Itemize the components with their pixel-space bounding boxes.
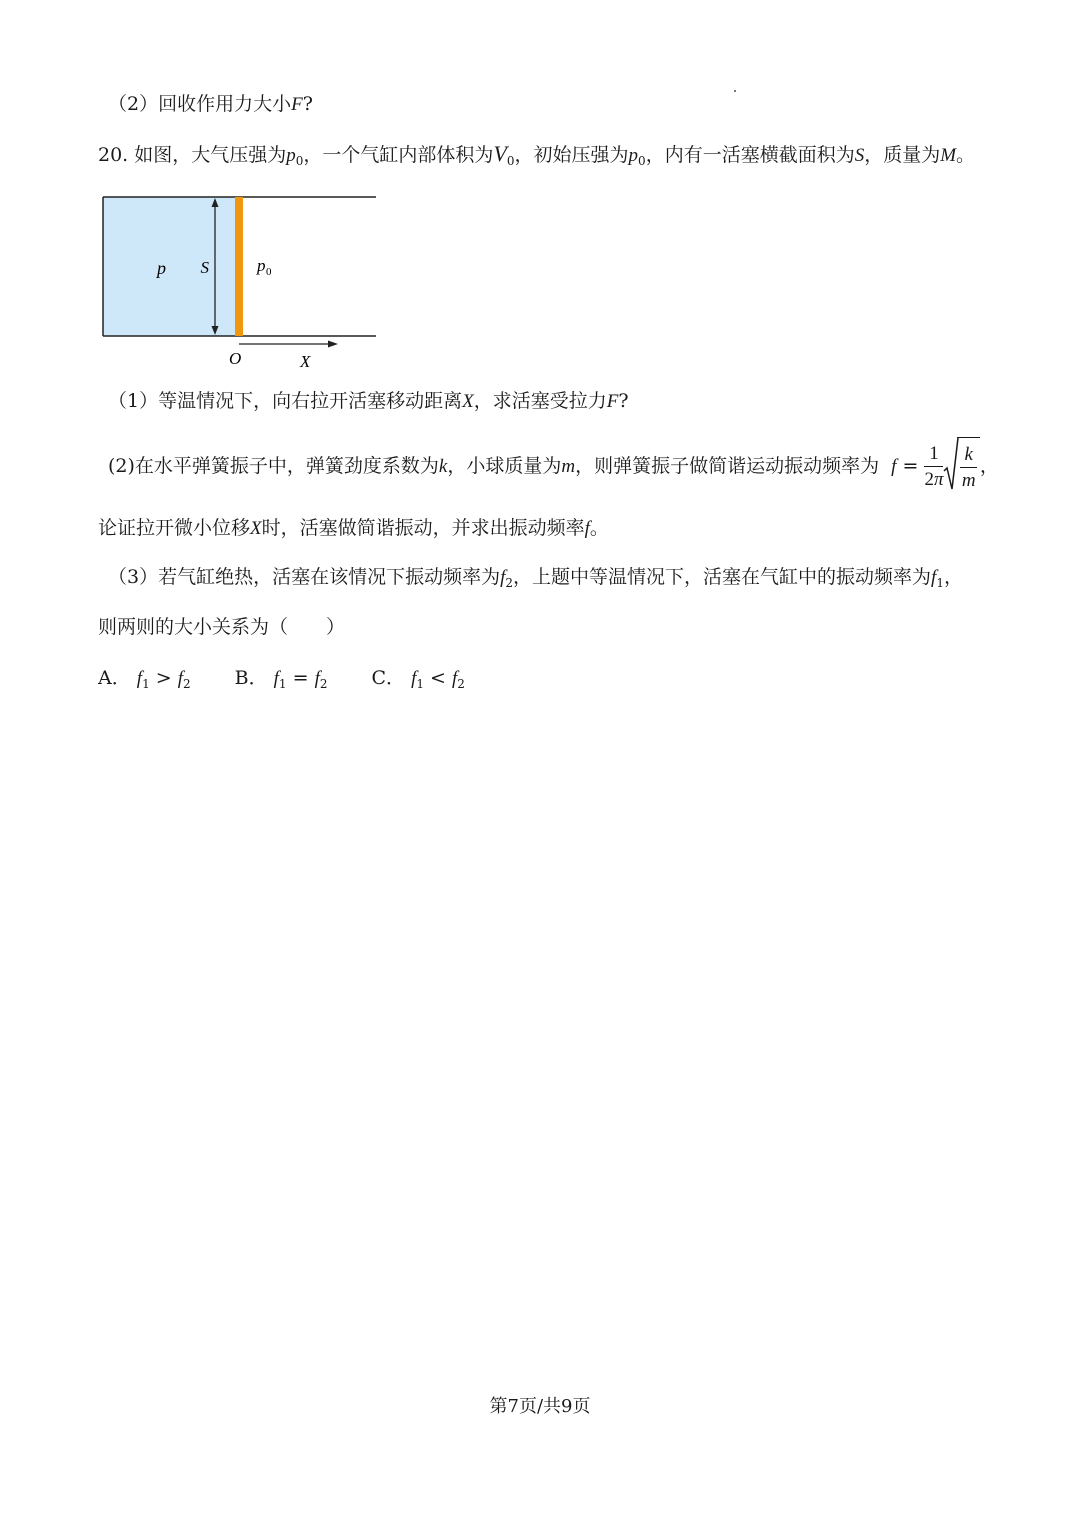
part2-f: f (584, 518, 590, 539)
fraction-numerator: 1 (924, 442, 943, 467)
option-c-op: < (424, 667, 452, 689)
option-a-lhs: f (136, 668, 143, 689)
part2-text-3: ，则弹簧振子做简谐运动振动频率为 (575, 455, 880, 477)
part2-m: m (561, 456, 576, 477)
part1-X: X (462, 391, 474, 412)
part3-text-2: ，上题中等温情况下，活塞在气缸中的振动频率为 (513, 566, 932, 588)
sqrt-denominator: m (961, 470, 976, 492)
part-2-line-1 (108, 436, 999, 496)
option-a-label: A． (98, 667, 131, 689)
option-c[interactable] (371, 664, 464, 698)
formula-f: f (891, 456, 897, 478)
part1-text-1: （1）等温情况下，向右拉开活塞移动距离 (108, 390, 463, 412)
formula-comma: ， (979, 455, 999, 478)
option-b-rhs: f (314, 668, 320, 689)
option-a[interactable] (98, 664, 191, 698)
part2-text-1: (2)在水平弹簧振子中，弹簧劲度系数为 (108, 455, 439, 477)
v0-symbol: V (493, 141, 507, 166)
part-3-line-2 (98, 613, 345, 641)
p0-symbol: p (286, 145, 296, 166)
part2-line2-text-3: 。 (589, 517, 609, 539)
option-c-lhs-sub: 1 (416, 677, 424, 691)
answer-options (98, 664, 509, 698)
sqrt-numerator: k (960, 443, 976, 468)
option-b-label: B． (234, 667, 268, 689)
page-footer: 第7页/共9页 (489, 1396, 591, 1417)
fraction-denominator (924, 467, 943, 493)
option-a-lhs-sub: 1 (142, 677, 150, 691)
option-c-rhs-sub: 2 (457, 677, 465, 691)
cylinder-piston-diagram (96, 190, 386, 370)
option-a-rhs: f (177, 668, 183, 689)
area-symbol: S (854, 145, 865, 166)
option-b-op: = (286, 667, 315, 689)
question-number: 20. (98, 144, 129, 166)
stem-text-2: ，一个气缸内部体积为 (303, 144, 494, 166)
part2-k: k (438, 456, 448, 477)
part2-X: X (250, 518, 262, 539)
stem-text-1: 如图，大气压强为 (134, 144, 287, 166)
label-p: p (157, 258, 166, 278)
option-b-lhs-sub: 1 (278, 677, 287, 691)
stem-text-6: 。 (956, 144, 976, 166)
x-axis-arrowhead (328, 341, 338, 348)
part3-f1-sub: 1 (936, 576, 944, 590)
speck-mark (734, 90, 736, 92)
label-p0-subscript: 0 (266, 266, 272, 278)
stem-text-5: ，质量为 (864, 144, 941, 166)
formula-equals: = (896, 455, 925, 478)
label-p0: p (257, 256, 266, 275)
part3-line2-text: 则两则的大小关系为（ ） (98, 616, 346, 638)
label-S: S (200, 258, 209, 277)
v0-subscript: 0 (506, 154, 515, 168)
p0-subscript-2: 0 (638, 154, 646, 168)
option-a-rhs-sub: 2 (182, 677, 191, 691)
denominator-two: 2 (924, 468, 934, 490)
mass-symbol: M (940, 145, 957, 166)
part-1 (108, 387, 629, 416)
part2-text-2: ，小球质量为 (447, 455, 562, 477)
option-c-label: C． (371, 667, 406, 689)
formula-sqrt (943, 437, 979, 498)
part-3-line-1 (108, 563, 963, 597)
formula-fraction (924, 442, 943, 493)
piston (235, 197, 243, 336)
option-b-lhs: f (273, 668, 279, 689)
part3-text-3: ， (943, 566, 963, 588)
part1-text-2: ，求活塞受拉力 (473, 390, 607, 412)
q19-part2-text: （2）回收作用力大小 (108, 93, 292, 115)
p0-subscript: 0 (295, 154, 304, 168)
q19-part2-end: ? (302, 93, 313, 115)
option-b-rhs-sub: 2 (319, 677, 328, 691)
radical-sign (943, 437, 959, 491)
denominator-pi: π (933, 468, 944, 490)
part1-text-3: ? (618, 390, 629, 412)
option-c-lhs: f (411, 668, 417, 689)
frequency-formula (891, 436, 999, 498)
stem-text-4: ，内有一活塞横截面积为 (645, 144, 855, 166)
q19-part2 (108, 90, 313, 119)
part3-f1: f (931, 567, 937, 588)
label-X: X (300, 352, 311, 370)
p0-symbol-2: p (628, 145, 639, 166)
option-b[interactable] (235, 664, 328, 698)
sqrt-radicand (957, 437, 979, 498)
part3-f2-sub: 2 (505, 576, 514, 590)
option-c-rhs: f (452, 668, 458, 689)
stem-text-3: ，初始压强为 (514, 144, 629, 166)
part2-line2-text-1: 论证拉开微小位移 (98, 517, 251, 539)
part1-F: F (606, 391, 619, 412)
part3-text-1: （3）若气缸绝热，活塞在该情况下振动频率为 (108, 566, 501, 588)
label-O: O (229, 349, 242, 368)
part3-f2: f (500, 567, 506, 588)
question-20-stem (98, 140, 975, 175)
part-2-line-2 (98, 514, 609, 543)
q19-part2-var: F (291, 94, 303, 115)
part2-line2-text-2: 时，活塞做简谐振动，并求出振动频率 (261, 517, 585, 539)
option-a-op: > (149, 667, 178, 689)
sqrt-fraction (960, 443, 976, 494)
